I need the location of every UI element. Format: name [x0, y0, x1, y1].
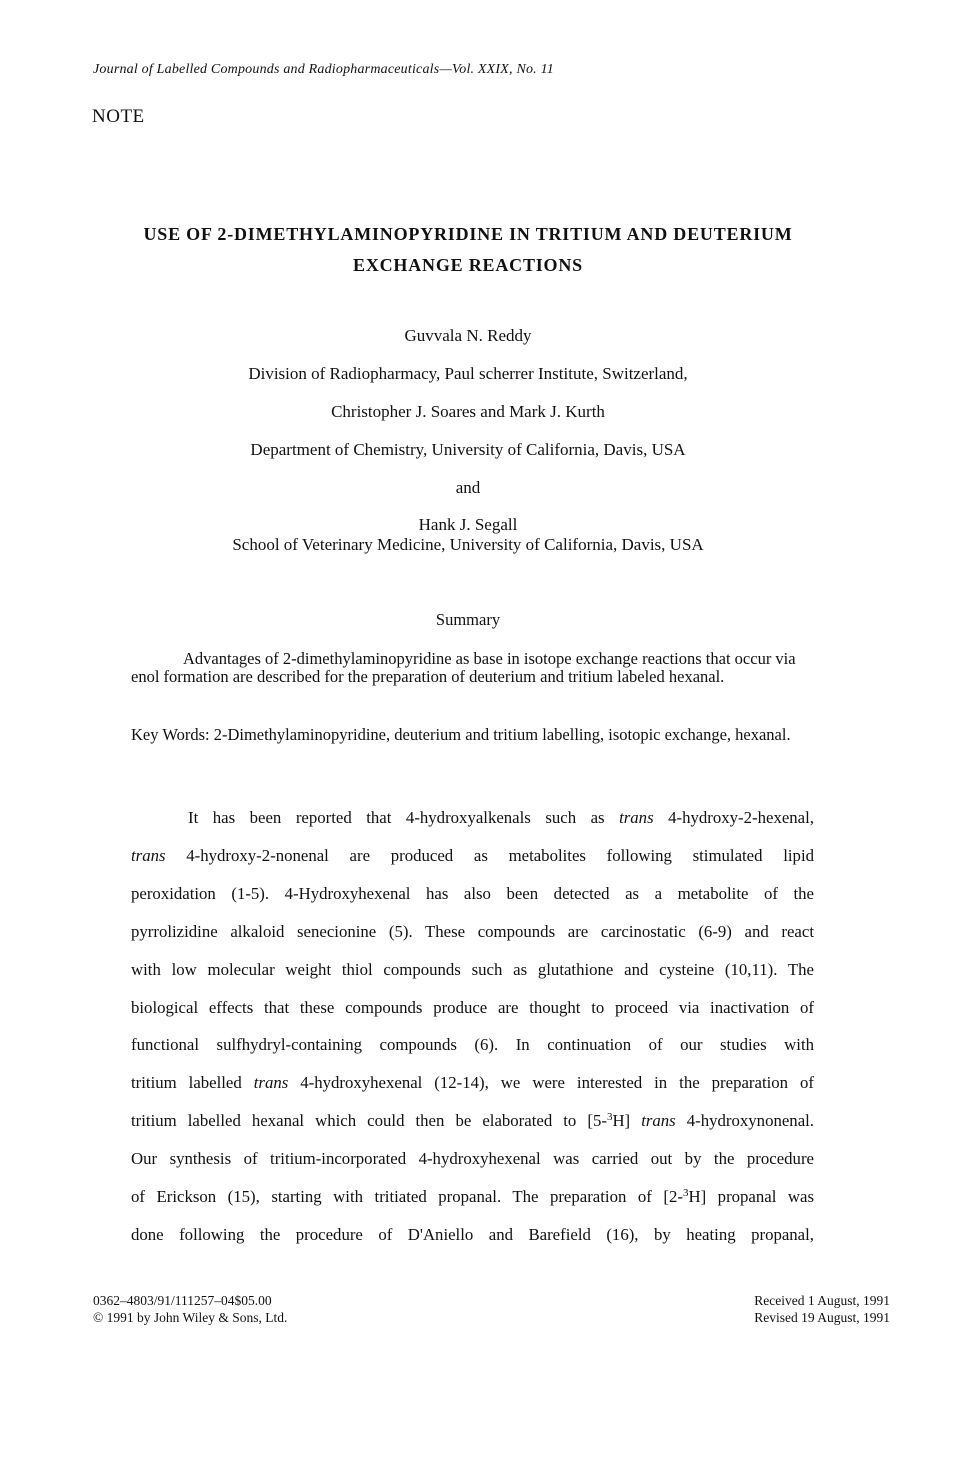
section-label: NOTE: [92, 106, 145, 127]
superscript: 3: [606, 1111, 613, 1124]
summary-text: [131, 650, 814, 685]
text-run: It has been reported that 4-hydroxyalkenals such as: [188, 808, 620, 827]
superscript: 3: [682, 1187, 689, 1200]
body-line: functional sulfhydryl-containing compounds (6). In continuation of our studies with: [131, 1035, 814, 1055]
footer-dates: [700, 1292, 890, 1326]
affiliation-1: Division of Radiopharmacy, Paul scherrer Institute, Switzerland,: [248, 364, 688, 383]
text-run: 4-hydroxy-2-hexenal,: [653, 808, 814, 827]
received-date: Received 1 August, 1991: [754, 1293, 890, 1308]
title-line-2: EXCHANGE REACTIONS: [353, 255, 583, 275]
footer-publication-info: [93, 1292, 287, 1326]
copyright-notice: © 1991 by John Wiley & Sons, Ltd.: [93, 1310, 288, 1325]
summary-heading: Summary: [435, 610, 501, 629]
body-line: [131, 1102, 814, 1140]
issn-code: 0362–4803/91/111257–04$05.00: [93, 1293, 272, 1308]
body-line: [131, 1064, 814, 1102]
text-run: 4-hydroxynonenal.: [675, 1111, 814, 1131]
text-run: H] propanal was: [688, 1187, 814, 1207]
author-1: Guvvala N. Reddy: [404, 326, 532, 345]
body-line: Our synthesis of tritium-incorporated 4-hydroxyhexenal was carried out by the procedure: [131, 1149, 814, 1169]
text-run: 4-hydroxyhexenal (12-14), we were interested in the preparation of: [288, 1073, 814, 1093]
text-run: tritium labelled: [131, 1073, 254, 1093]
text-run: tritium labelled hexanal which could then be elaborated to [5-: [131, 1111, 607, 1131]
text-run: 4-hydroxy-2-nonenal are produced as metabolites following stimulated lipid: [165, 845, 814, 865]
body-line: [131, 799, 814, 837]
body-line: [131, 837, 814, 875]
body-line: peroxidation (1-5). 4-Hydroxyhexenal has also been detected as a metabolite of the: [131, 883, 814, 903]
italic-term: trans: [641, 1111, 676, 1131]
body-line: biological effects that these compounds produce are thought to proceed via inactivation of: [131, 997, 814, 1017]
body-line: with low molecular weight thiol compounds such as glutathione and cysteine (10,11). The: [131, 959, 814, 979]
body-line: [131, 1178, 814, 1216]
text-run: H]: [612, 1111, 642, 1131]
and-connector: and: [455, 478, 481, 497]
text-run: of Erickson (15), starting with tritiated propanal. The preparation of [2-: [131, 1187, 683, 1207]
body-line: done following the procedure of D'Aniello and Barefield (16), by heating propanal,: [131, 1224, 814, 1244]
body-line: pyrrolizidine alkaloid senecionine (5). These compounds are carcinostatic (6-9) and react: [131, 921, 814, 941]
paper-title: [0, 219, 936, 281]
italic-term: trans: [131, 845, 166, 865]
affiliation-2: Department of Chemistry, University of California, Davis, USA: [250, 440, 686, 459]
keywords: Key Words: 2-Dimethylaminopyridine, deuterium and tritium labelling, isotopic exchange, hexanal.: [131, 725, 791, 744]
italic-term: trans: [253, 1073, 289, 1093]
journal-header: Journal of Labelled Compounds and Radiopharmaceuticals—Vol. XXIX, No. 11: [93, 62, 554, 77]
title-line-1: USE OF 2-DIMETHYLAMINOPYRIDINE IN TRITIUM AND DEUTERIUM: [143, 224, 793, 244]
author-3: Hank J. Segall: [418, 515, 518, 534]
body-paragraph: [131, 799, 814, 1254]
italic-term: trans: [619, 808, 654, 827]
affiliation-3: School of Veterinary Medicine, University of California, Davis, USA: [232, 535, 704, 554]
summary-body: Advantages of 2-dimethylaminopyridine as base in isotope exchange reactions that occur via enol formation are described for the preparation of deuterium and tritium labeled hexanal.: [131, 649, 796, 686]
revised-date: Revised 19 August, 1991: [754, 1310, 890, 1325]
author-2: Christopher J. Soares and Mark J. Kurth: [331, 402, 605, 421]
